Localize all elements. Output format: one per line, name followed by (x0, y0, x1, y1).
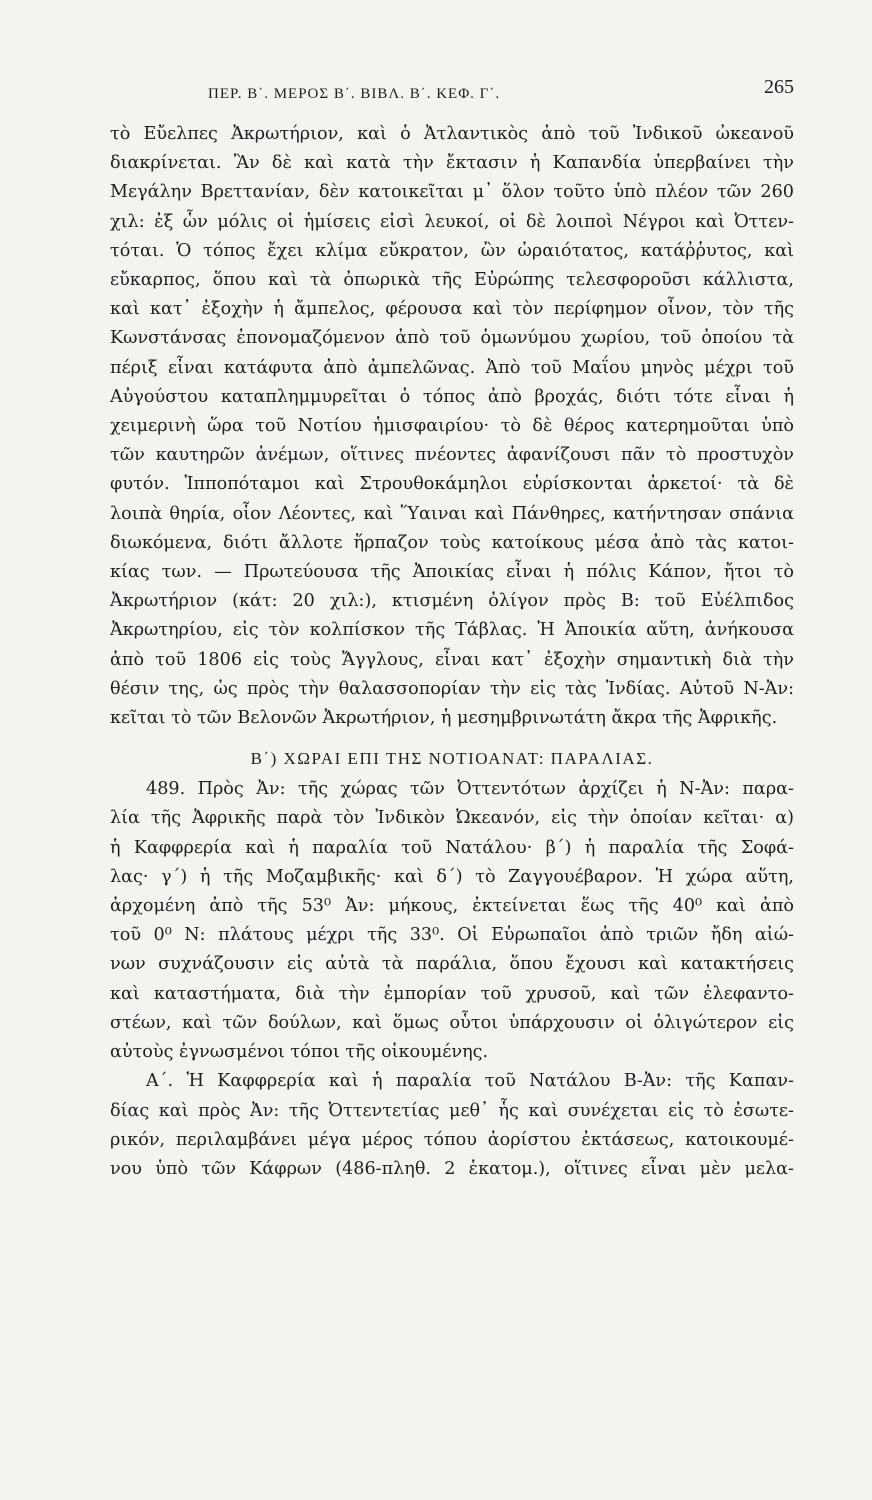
text-line: Ἀκρωτήριον (κάτ: 20 χιλ:), κτισμένη ὀλίγον πρὸς Β: τοῦ Εὐέλπιδος (110, 591, 794, 612)
text-line: λοιπὰ θηρία, οἷον Λέοντες, καὶ Ὕαιναι καὶ Πάνθηρες, κατήντησαν σπάνια (110, 503, 794, 524)
text-line: λας· γ΄) ἡ τῆς Μοζαμβικῆς· καὶ δ΄) τὸ Ζαγγουέβαρον. Ἡ χώρα αὕτη, (110, 866, 794, 887)
text-line: Αὐγούστου καταπλημμυρεῖται ὁ τόπος ἀπὸ βροχάς, διότι τότε εἶναι ἡ (110, 386, 794, 407)
running-head (110, 76, 794, 114)
text-line: 489. Πρὸς Ἀν: τῆς χώρας τῶν Ὀττεντότων ἀρχίζει ἡ Ν-Ἀν: παρα- (146, 779, 794, 800)
text-line: διωκόμενα, διότι ἄλλοτε ἥρπαζον τοὺς κατοίκους μέσα ἀπὸ τὰς κατοι- (110, 532, 794, 553)
text-line: πέριξ εἶναι κατάφυτα ἀπὸ ἀμπελῶνας. Ἀπὸ τοῦ Μαΐου μηνὸς μέχρι τοῦ (110, 357, 794, 378)
text-line: τὸ Εὔελπες Ἀκρωτήριον, καὶ ὁ Ἀτλαντικὸς ἀπὸ τοῦ Ἰνδικοῦ ὠκεανοῦ (110, 124, 794, 144)
running-title: ΠΕΡ. Β΄. ΜΕΡΟΣ Β΄. ΒΙΒΛ. Β΄. ΚΕΦ. Γ΄. (208, 86, 501, 102)
text-line: φυτόν. Ἱπποπόταμοι καὶ Στρουθοκάμηλοι εὑρίσκονται ἀρκετοί· τὰ δὲ (110, 474, 794, 495)
text-line: νων συχνάζουσιν εἰς αὐτὰ τὰ παράλια, ὅπου ἔχουσι καὶ κατακτήσεις (110, 954, 794, 975)
text-line: Α΄. Ἡ Καφφρερία καὶ ἡ παραλία τοῦ Νατάλου Β-Ἀν: τῆς Καπαν- (146, 1071, 794, 1092)
text-line: διακρίνεται. Ἂν δὲ καὶ κατὰ τὴν ἔκτασιν ἡ Καπανδία ὑπερβαίνει τὴν (110, 153, 794, 174)
text-line: λία τῆς Ἀφρικῆς παρὰ τὸν Ἰνδικὸν Ὠκεανόν, εἰς τὴν ὁποίαν κεῖται· α) (110, 808, 794, 829)
text-line: τῶν καυτηρῶν ἀνέμων, οἵτινες πνέοντες ἀφανίζουσι πᾶν τὸ προστυχὸν (110, 445, 794, 466)
text-line: καὶ καταστήματα, διὰ τὴν ἐμπορίαν τοῦ χρυσοῦ, καὶ τῶν ἐλεφαντο- (110, 983, 794, 1004)
text-line: χιλ: ἐξ ὧν μόλις οἱ ἡμίσεις εἰσὶ λευκοί, οἱ δὲ λοιποὶ Νέγροι καὶ Ὀττεν- (110, 211, 794, 232)
text-line: εὔκαρπος, ὅπου καὶ τὰ ὀπωρικὰ τῆς Εὐρώπης τελεσφοροῦσι κάλλιστα, (110, 270, 794, 291)
text-line: νου ὑπὸ τῶν Κάφρων (486-πληθ. 2 ἑκατομ.), οἵτινες εἶναι μὲν μελα- (110, 1158, 794, 1179)
text-line: τοῦ 0⁰ Ν: πλάτους μέχρι τῆς 33⁰. Οἱ Εὐρωπαῖοι ἀπὸ τριῶν ἤδη αἰώ- (110, 925, 794, 946)
text-line: Ἀκρωτηρίου, εἰς τὸν κολπίσκον τῆς Τάβλας. Ἡ Ἀποικία αὕτη, ἀνήκουσα (110, 620, 794, 641)
text-line: δίας καὶ πρὸς Ἀν: τῆς Ὀττεντετίας μεθ᾽ ἧς καὶ συνέχεται εἰς τὸ ἐσωτε- (110, 1100, 794, 1121)
text-line: στέων, καὶ τῶν δούλων, καὶ ὅμως οὗτοι ὑπάρχουσιν οἱ ὀλιγώτερον εἰς (110, 1012, 794, 1033)
text-line: καὶ κατ᾽ ἐξοχὴν ἡ ἄμπελος, φέρουσα καὶ τὸν περίφημον οἶνον, τὸν τῆς (110, 299, 794, 320)
text-line: αὐτοὺς ἐγνωσμένοι τόποι τῆς οἰκουμένης. (110, 1042, 489, 1063)
text-line: κίας των. — Πρωτεύουσα τῆς Ἀποικίας εἶναι ἡ πόλις Κάπον, ἤτοι τὸ (110, 562, 794, 583)
text-line: Κωνστάνσας ἐπονομαζόμενον ἀπὸ τοῦ ὁμωνύμου χωρίου, τοῦ ὁποίου τὰ (110, 328, 794, 349)
section-heading: Β΄) ΧΩΡΑΙ ΕΠΙ ΤΗΣ ΝΟΤΙΟΑΝΑΤ: ΠΑΡΑΛΙΑΣ. (250, 749, 654, 769)
text-line: ἀρχομένη ἀπὸ τῆς 53⁰ Ἀν: μήκους, ἐκτείνεται ἕως τῆς 40⁰ καὶ ἀπὸ (110, 896, 794, 917)
subsection-kaffraria (110, 1067, 794, 1184)
text-block (110, 76, 794, 1184)
text-line: χειμερινὴ ὥρα τοῦ Νοτίου ἡμισφαιρίου· τὸ δὲ θέρος κατερημοῦται ὑπὸ (110, 416, 794, 437)
text-line: ἀπὸ τοῦ 1806 εἰς τοὺς Ἄγγλους, εἶναι κατ᾽ ἐξοχὴν σημαντικὴ διὰ τὴν (110, 649, 794, 670)
section-southeast-coast (110, 749, 794, 1067)
text-line: ρικόν, περιλαμβάνει μέγα μέρος τόπου ἀορίστου ἐκτάσεως, κατοικουμέ- (110, 1129, 794, 1150)
text-line: τόται. Ὁ τόπος ἔχει κλίμα εὔκρατον, ὢν ὡραιότατος, κατάῤῥυτος, καὶ (110, 240, 794, 261)
page-number: 265 (764, 76, 794, 98)
text-line: ἡ Καφφρερία καὶ ἡ παραλία τοῦ Νατάλου· β΄) ἡ παραλία τῆς Σοφά- (110, 837, 794, 858)
paragraph-cape-colony (110, 120, 794, 733)
text-line: κεῖται τὸ τῶν Βελονῶν Ἀκρωτήριον, ἡ μεσημβρινωτάτη ἄκρα τῆς Ἀφρικῆς. (110, 708, 778, 729)
text-line: θέσιν της, ὡς πρὸς τὴν θαλασσοπορίαν τὴν εἰς τὰς Ἰνδίας. Αὐτοῦ Ν-Ἀν: (110, 678, 794, 699)
text-line: Μεγάλην Βρεττανίαν, δὲν κατοικεῖται μ᾽ ὅλον τοῦτο ὑπὸ πλέον τῶν 260 (110, 182, 794, 203)
